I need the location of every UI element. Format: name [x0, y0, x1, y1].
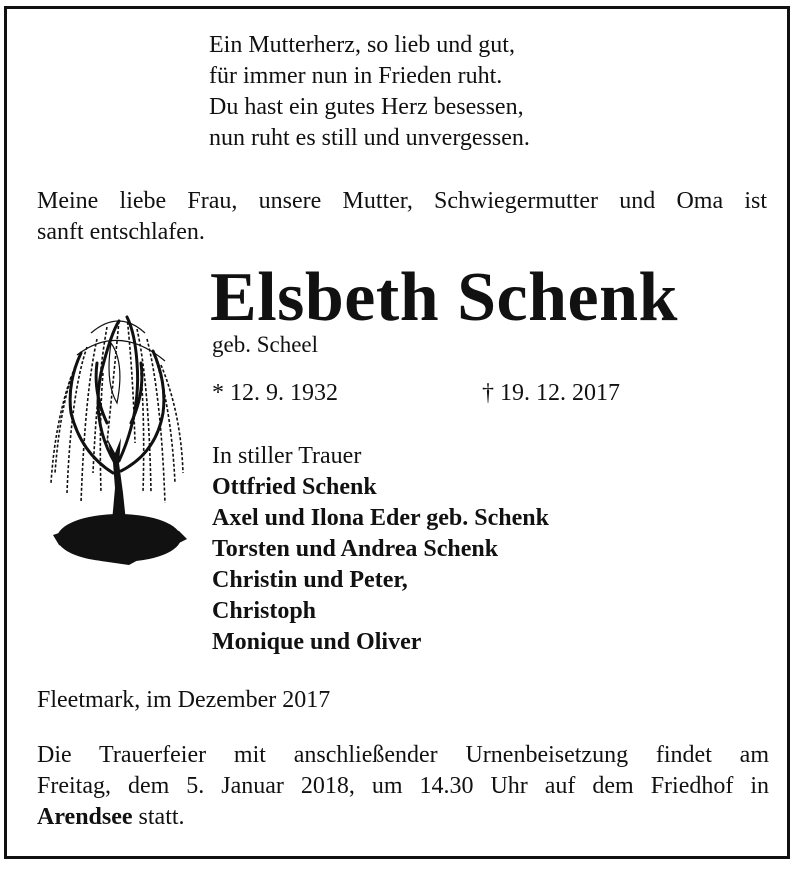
intro-line: sanft entschlafen. [37, 219, 205, 245]
service-suffix: statt. [132, 804, 185, 830]
service-location: Arendsee [37, 804, 133, 830]
mourners-list [212, 472, 549, 658]
service-info [37, 740, 769, 833]
service-line: Freitag, dem 5. Januar 2018, um 14.30 Uhr auf dem Friedhof in [37, 773, 769, 799]
poem-line: Ein Mutterherz, so lieb und gut, [209, 32, 515, 58]
service-line: Die Trauerfeier mit anschließender Urnenbeisetzung findet am [37, 742, 769, 768]
weeping-willow-icon [41, 303, 191, 573]
birth-name: geb. Scheel [212, 332, 319, 357]
mourning-heading: In stiller Trauer [212, 443, 362, 469]
mourner: Christoph [212, 598, 317, 624]
place-date: Fleetmark, im Dezember 2017 [37, 687, 331, 713]
poem-line: für immer nun in Frieden ruht. [209, 63, 503, 89]
service-line [37, 802, 769, 833]
deceased-name: Elsbeth Schenk [210, 259, 678, 336]
death-date: † 19. 12. 2017 [482, 380, 620, 406]
mourner: Axel und Ilona Eder geb. Schenk [212, 505, 549, 531]
mourner: Christin und Peter, [212, 567, 408, 593]
intro-line: Meine liebe Frau, unsere Mutter, Schwiegermutter und Oma ist [37, 188, 767, 214]
poem-line: nun ruht es still und unvergessen. [209, 125, 530, 151]
birth-date: * 12. 9. 1932 [212, 380, 338, 406]
intro-text [37, 186, 767, 248]
mourner: Torsten und Andrea Schenk [212, 536, 499, 562]
poem [209, 30, 530, 154]
obituary-notice [4, 6, 790, 859]
mourner: Ottfried Schenk [212, 474, 377, 500]
mourner: Monique und Oliver [212, 629, 422, 655]
poem-line: Du hast ein gutes Herz besessen, [209, 94, 524, 120]
